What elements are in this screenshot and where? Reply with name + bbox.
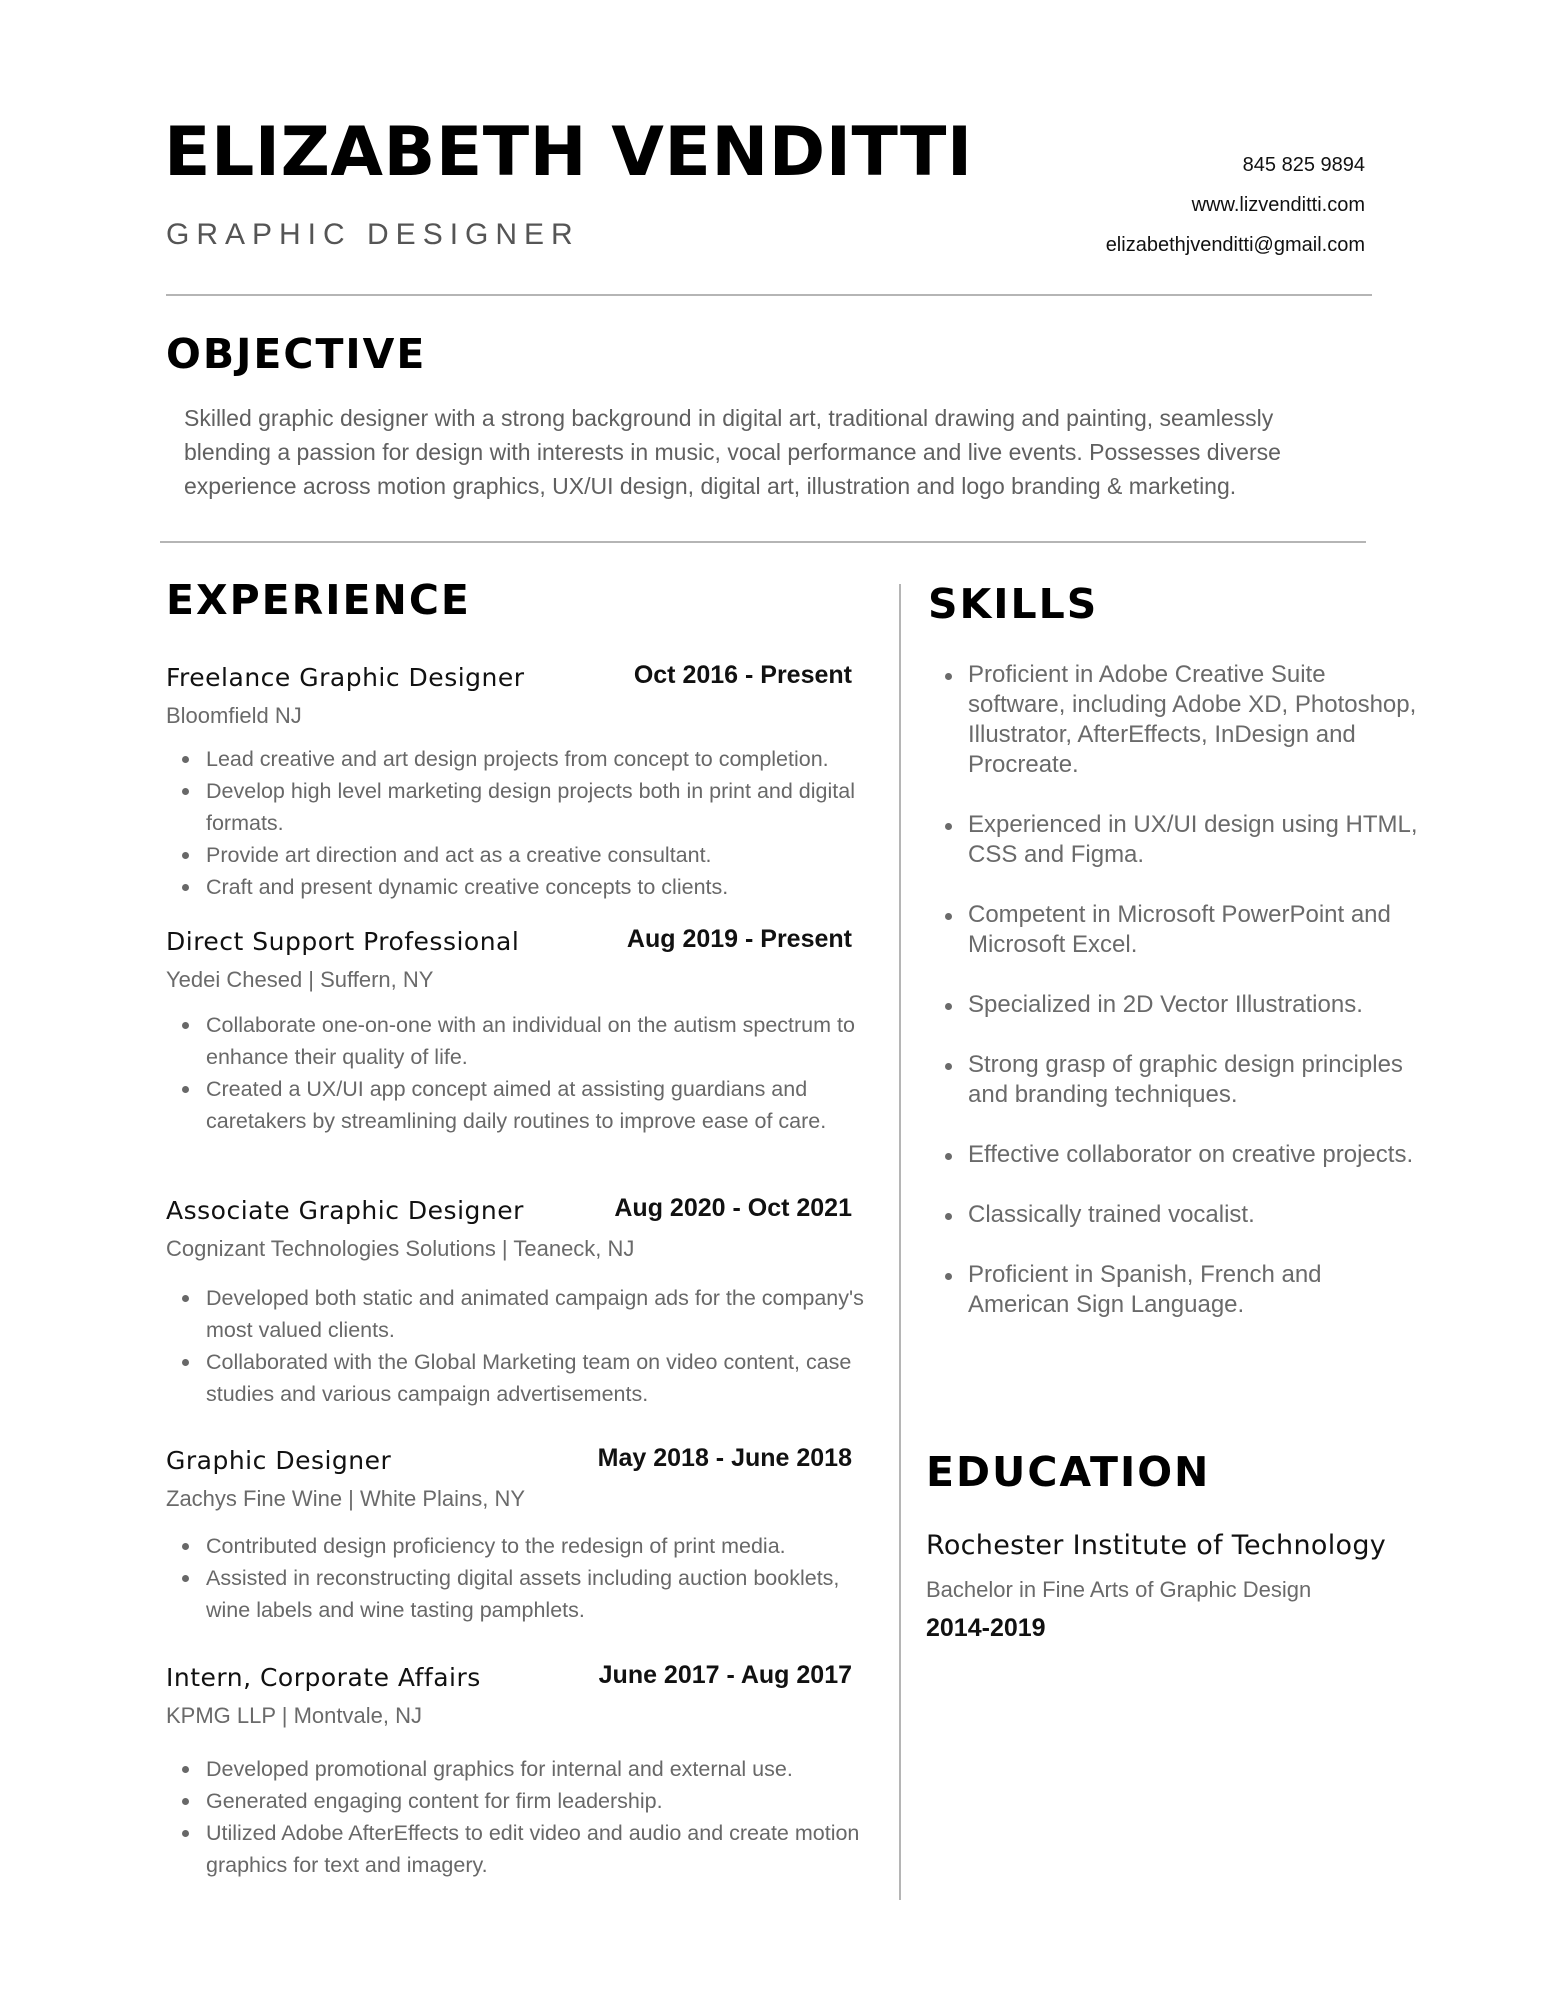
- job-title: Associate Graphic Designer: [166, 1196, 524, 1225]
- job-organization: KPMG LLP | Montvale, NJ: [166, 1703, 422, 1728]
- education-years: 2014-2019: [926, 1614, 1046, 1642]
- job-bullet: Developed promotional graphics for internal and external use.: [206, 1753, 866, 1785]
- job-organization: Bloomfield NJ: [166, 703, 302, 728]
- job-bullets: [166, 1282, 866, 1410]
- experience-heading: EXPERIENCE: [166, 576, 471, 624]
- job-dates: Oct 2016 - Present: [633, 661, 852, 689]
- job-bullets: [166, 743, 866, 903]
- education-degree: Bachelor in Fine Arts of Graphic Design: [926, 1577, 1312, 1602]
- job-dates: May 2018 - June 2018: [597, 1444, 852, 1472]
- skills-list: [928, 660, 1428, 1350]
- job-bullet: Contributed design proficiency to the redesign of print media.: [206, 1530, 866, 1562]
- candidate-name: ELIZABETH VENDITTI: [164, 113, 973, 192]
- column-divider: [899, 584, 901, 1900]
- job-bullet: Craft and present dynamic creative concepts to clients.: [206, 871, 866, 903]
- education-school: Rochester Institute of Technology: [926, 1530, 1387, 1561]
- objective-text: Skilled graphic designer with a strong background in digital art, traditional drawing and painting, seamlessly blending a passion for design with interests in music, vocal performance and live events. Possesses diverse experience across motion graphics, UX/UI design, digital art, illustration and logo branding & marketing.: [184, 405, 1281, 499]
- job-title: Graphic Designer: [166, 1446, 392, 1475]
- objective-divider: [160, 541, 1366, 543]
- objective-heading: OBJECTIVE: [166, 330, 427, 378]
- job-bullet: Lead creative and art design projects from concept to completion.: [206, 743, 866, 775]
- job-bullet: Generated engaging content for firm leadership.: [206, 1785, 866, 1817]
- job-bullet: Assisted in reconstructing digital assets including auction booklets, wine labels and wine tasting pamphlets.: [206, 1562, 866, 1626]
- skills-heading: SKILLS: [928, 580, 1099, 628]
- candidate-role: GRAPHIC DESIGNER: [166, 218, 580, 251]
- skill-item: Proficient in Adobe Creative Suite software, including Adobe XD, Photoshop, Illustrator, AfterEffects, InDesign and Procreate.: [968, 660, 1428, 780]
- skill-item: Competent in Microsoft PowerPoint and Microsoft Excel.: [968, 900, 1428, 960]
- skill-item: Classically trained vocalist.: [968, 1200, 1428, 1230]
- job-organization: Zachys Fine Wine | White Plains, NY: [166, 1486, 526, 1511]
- skill-item: Effective collaborator on creative projects.: [968, 1140, 1428, 1170]
- job-dates: Aug 2020 - Oct 2021: [614, 1194, 852, 1222]
- job-title: Freelance Graphic Designer: [166, 663, 525, 692]
- header-divider: [166, 294, 1372, 296]
- contact-email[interactable]: elizabethjvenditti@gmail.com: [1105, 234, 1365, 256]
- skill-item: Strong grasp of graphic design principles and branding techniques.: [968, 1050, 1428, 1110]
- job-organization: Cognizant Technologies Solutions | Teaneck, NJ: [166, 1236, 635, 1261]
- job-bullet: Utilized Adobe AfterEffects to edit video and audio and create motion graphics for text and imagery.: [206, 1817, 866, 1881]
- education-heading: EDUCATION: [926, 1448, 1211, 1496]
- job-title: Intern, Corporate Affairs: [166, 1663, 481, 1692]
- job-dates: June 2017 - Aug 2017: [598, 1661, 852, 1689]
- skill-item: Experienced in UX/UI design using HTML, CSS and Figma.: [968, 810, 1428, 870]
- job-bullet: Provide art direction and act as a creative consultant.: [206, 839, 866, 871]
- job-title: Direct Support Professional: [166, 927, 520, 956]
- job-bullet: Developed both static and animated campaign ads for the company's most valued clients.: [206, 1282, 866, 1346]
- contact-phone: 845 825 9894: [1242, 154, 1365, 176]
- job-organization: Yedei Chesed | Suffern, NY: [166, 967, 434, 992]
- skill-item: Proficient in Spanish, French and American Sign Language.: [968, 1260, 1428, 1320]
- job-bullets: [166, 1009, 866, 1137]
- job-dates: Aug 2019 - Present: [626, 925, 852, 953]
- job-bullet: Collaborate one-on-one with an individual on the autism spectrum to enhance their quality of life.: [206, 1009, 866, 1073]
- job-bullets: [166, 1753, 866, 1881]
- contact-website[interactable]: www.lizvenditti.com: [1191, 194, 1365, 216]
- job-bullet: Created a UX/UI app concept aimed at assisting guardians and caretakers by streamlining daily routines to improve ease of care.: [206, 1073, 866, 1137]
- job-bullets: [166, 1530, 866, 1626]
- job-bullet: Collaborated with the Global Marketing team on video content, case studies and various campaign advertisements.: [206, 1346, 866, 1410]
- job-bullet: Develop high level marketing design projects both in print and digital formats.: [206, 775, 866, 839]
- skill-item: Specialized in 2D Vector Illustrations.: [968, 990, 1428, 1020]
